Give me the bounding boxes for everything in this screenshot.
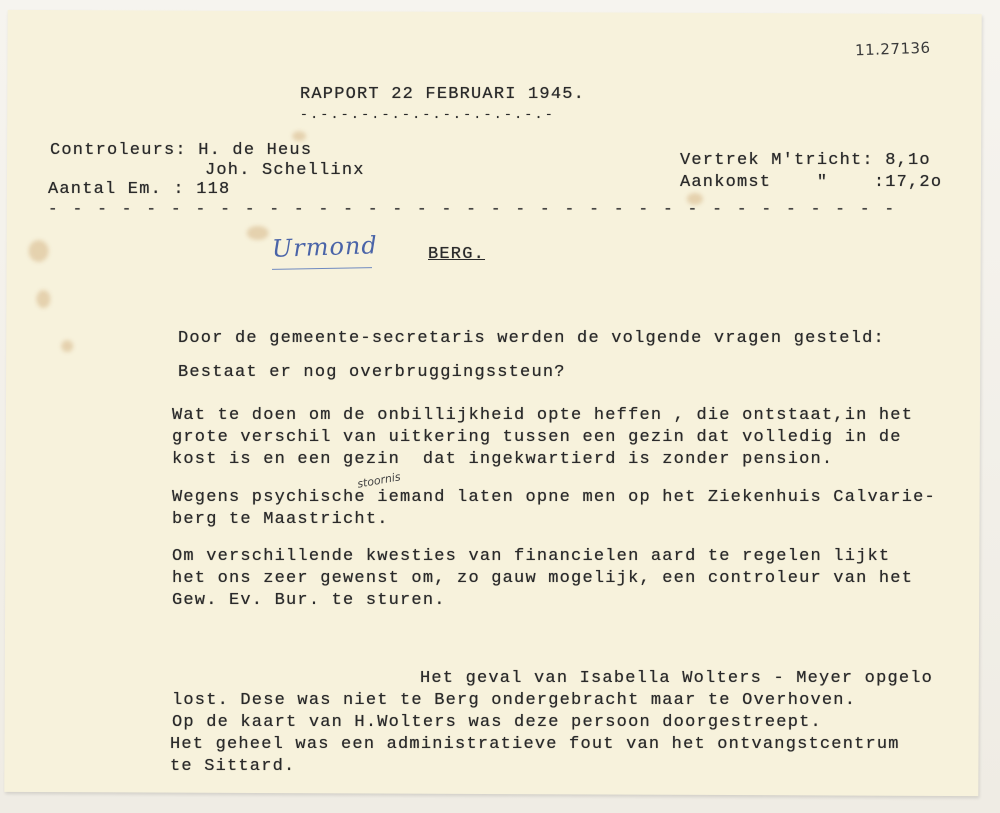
handwritten-location: Urmond <box>271 231 379 263</box>
vertrek-line: Vertrek M'tricht: 8,1o <box>680 151 931 170</box>
paper-stain <box>29 240 49 262</box>
body-line-questions: Door de gemeente-secretaris werden de volgende vragen gesteld: <box>178 329 885 348</box>
body-paragraph-5-line-3: Op de kaart van H.Wolters was deze persoon doorgestreept. <box>172 713 822 732</box>
paper-stain <box>247 226 269 240</box>
body-paragraph-4-line-2: het ons zeer gewenst om, zo gauw mogelijk, een controleur van het <box>172 569 914 588</box>
body-paragraph-4-line-1: Om verschillende kwesties van financielen aard te regelen lijkt <box>172 547 891 566</box>
body-question-2-line-2: grote verschil van uitkering tussen een gezin dat volledig in de <box>172 428 902 447</box>
body-paragraph-5-line-1: Het geval van Isabella Wolters - Meyer opgelo <box>420 669 934 688</box>
report-title: RAPPORT 22 FEBRUARI 1945. <box>300 85 586 104</box>
controleurs-line: Controleurs: H. de Heus <box>50 141 313 160</box>
body-question-2-line-3: kost is en een gezin dat ingekwartierd is zonder pension. <box>172 450 834 469</box>
body-paragraph-5-line-5: te Sittard. <box>170 757 296 776</box>
body-question-1: Bestaat er nog overbruggingssteun? <box>178 363 566 382</box>
body-question-3-line-1: Wegens psychische iemand laten opne men op het Ziekenhuis Calvarie- <box>172 488 936 507</box>
controleurs-second-name: Joh. Schellinx <box>205 161 365 180</box>
body-paragraph-5-line-4: Het geheel was een administratieve fout van het ontvangstcentrum <box>170 735 900 754</box>
handwritten-interline-note: stoornis <box>356 470 402 491</box>
paper-stain <box>36 290 50 308</box>
reference-number: 11.27136 <box>854 38 931 60</box>
aankomst-line: Aankomst " :17,2o <box>680 173 943 192</box>
aantal-line: Aantal Em. : 118 <box>48 180 231 199</box>
body-question-3-line-2: berg te Maastricht. <box>172 510 389 529</box>
body-paragraph-5-line-2: lost. Dese was niet te Berg ondergebracht maar te Overhoven. <box>172 691 857 710</box>
title-underline: -.-.-.-.-.-.-.-.-.-.-.-.- <box>300 107 556 122</box>
body-paragraph-4-line-3: Gew. Ev. Bur. te sturen. <box>172 591 446 610</box>
header-separator: - - - - - - - - - - - - - - - - - - - - - - - - - - - - - - - - - - - <box>48 200 897 218</box>
location-typed: BERG. <box>428 245 486 264</box>
body-question-2-line-1: Wat te doen om de onbillijkheid opte heffen , die ontstaat,in het <box>172 406 914 425</box>
paper-stain <box>61 340 73 352</box>
